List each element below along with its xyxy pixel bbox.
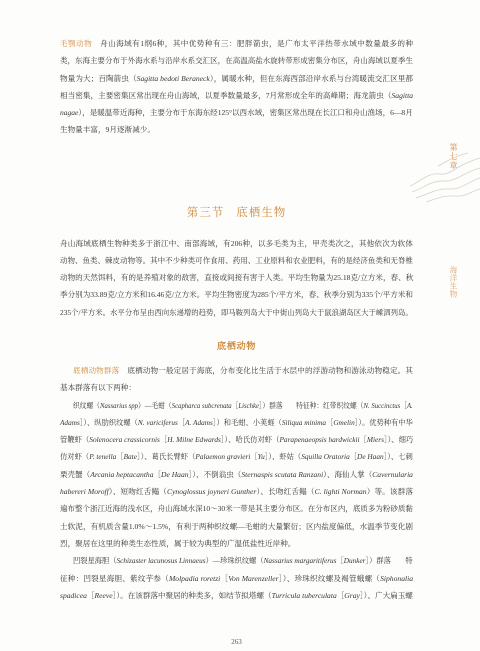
- chapter-number: 第七章: [449, 143, 458, 170]
- scientific-name: Siliqua minima: [281, 417, 327, 427]
- text-line: 栗壳蟹（Arcania heptacantha［De Haan］）、不倒翁虫（Sternaspis scutata Ranzani）、海仙人掌（Cavernularia: [60, 469, 413, 479]
- scientific-name: Cavernularia: [372, 469, 413, 479]
- scientific-name: Gmelin: [333, 417, 355, 427]
- text-line: 235个/平方米。水平分布呈由西向东递增的趋势，即马鞍列岛大于中街山列岛大于鼠浪湖岛区大于嵊泗列岛。: [60, 307, 413, 317]
- scientific-name: habereri Moroff: [60, 487, 109, 497]
- scientific-name: Sagitta: [391, 90, 413, 100]
- scientific-name: Palaemon gravieri: [195, 452, 251, 462]
- scientific-name: Turricula tuberculata: [271, 590, 337, 600]
- scientific-name: Scapharca subcrenata: [171, 400, 232, 410]
- scientific-name: Parapenaeopsis hardwickii: [279, 435, 360, 445]
- scientific-name: N. Succinctus: [363, 400, 401, 410]
- scientific-name: Lischke: [238, 400, 260, 410]
- wave-mountain-icon: [410, 146, 480, 202]
- scientific-name: Squilla Oratoria: [301, 452, 350, 462]
- scientific-name: P. tenella: [89, 452, 117, 462]
- text-line: 物量为大；百陶箭虫（Sagitta bedoti Beraneck），属暖水种，但在东海西部沿岸水系与台湾暖流交汇区里都: [60, 73, 414, 83]
- text-line: 动物、鱼类、棘皮动物等。其中不少种类可作食用、药用、工业原料和农业肥料，有的是经济鱼类和无脊椎: [60, 255, 413, 265]
- page-number: 263: [231, 638, 242, 646]
- topic-label: 毛颚动物: [60, 39, 93, 48]
- scientific-name: Sagitta bedoti Beraneck: [136, 73, 210, 83]
- text-line: 烈，聚居在这里的种类生态性质，属于较为典型的广温低盐性近岸种。: [60, 538, 296, 548]
- section-intro-paragraph: [60, 235, 413, 321]
- scientific-name: Von Marenzeller: [228, 573, 279, 583]
- scientific-name: N. variciferus: [137, 417, 178, 427]
- chaetognatha-paragraph: [60, 35, 413, 139]
- ridge-line: [412, 168, 480, 192]
- text-line: 织纹螺（Nassarius spp）—毛蚶（Scapharca subcrenata［Lischke］）群落 特征种：红带织纹螺（N. Succinctus［A.: [73, 400, 413, 410]
- scientific-name: C. lighti Norman: [314, 487, 367, 497]
- text-line: 征种：凹裂星海胆、紫纹芋参（Molpadia roretzi［Von Marenzeller］）、珍珠织纹螺及褐管蛾螺（Siphonalia: [60, 573, 414, 583]
- benthic-community-paragraph: [60, 362, 413, 604]
- subsection-heading: 底栖动物: [216, 341, 257, 351]
- scientific-name: Bate: [123, 452, 137, 462]
- scientific-name: Nassarius margaritiferus: [263, 556, 337, 566]
- text-line: 舟山海域底栖生物种类多于浙江中、南部海域，有206种，以多毛类为主，甲壳类次之，其他依次为软体: [60, 238, 413, 248]
- text-line: 相当密集，主要密集区常出现在舟山海域，以夏季数量最多，7月常形成全年的高峰期；海龙箭虫（Sagitta: [60, 90, 413, 100]
- scientific-name: Siphonalia: [380, 573, 414, 583]
- scientific-name: Gray: [344, 590, 360, 600]
- scientific-name: Reeve: [94, 590, 113, 600]
- scientific-name: Solenocera crassicornis: [89, 435, 160, 445]
- line-text: 底栖动物一般定居于海底，分布变化比生活于水层中的浮游动物和游泳动物稳定。其: [127, 366, 413, 375]
- scientific-name: Cynoglossus joyneri Gunther: [167, 487, 257, 497]
- text-line: habereri Moroff）、短吻红舌鳎（Cynoglossus joyneri Gunther）、长吻红舌鳎（C. lighti Norman）等。该群落: [60, 487, 413, 497]
- text-line: 季分别为33.89克/立方米和16.46克/立方米。平均生物密度为285个/平方米，春、秋季分别为335个/平方米和: [60, 290, 413, 300]
- scientific-name: H. Milne Edwards: [167, 435, 221, 445]
- scientific-name: De Haan: [357, 452, 384, 462]
- text-line: 遍布整个浙江近海的浅水区，舟山海域水深10～30米一带是其主要分布区。在分布区内，底质多为粉砂质黏: [60, 504, 413, 514]
- scientific-name: A. Adams: [185, 417, 213, 427]
- text-line: 凹裂星海胆（Schizaster lacunosus Linnaeus）—珍珠织纹螺（Nassarius margaritiferus［Dunker］）群落 特: [73, 556, 413, 566]
- scientific-name: Yu: [257, 452, 265, 462]
- text-line: spadicea［Reeve］）。在该群落中聚居的种类多，如结节拟塔螺（Turricula tuberculata［Gray］）、广大扁玉螺: [60, 590, 413, 600]
- text-line: 管鞭虾（Solenocera crassicornis［H. Milne Edwards］）、哈氏仿对虾（Parapenaeopsis hardwickii［Miers］）、细巧: [60, 435, 414, 445]
- text-line: 仿对虾（P. tenella［Bate］）、葛氏长臂虾（Palaemon gravieri［Yu］）、虾姑（Squilla Oratoria［De Haan］）、七刺: [60, 452, 413, 462]
- text-line: Adams］）、纵肋织纹螺（N. variciferus［A. Adams］）和毛蚶、小荚蛏（Siliqua minima［Gmelin］）。优势种有中华: [60, 417, 413, 427]
- text-line: 生物量丰富，9月逐渐减少。: [60, 125, 155, 135]
- text-line: nagae），是暖温带近海种，主要分布于东海东经125°以西水域，密集区常出现在长江口和舟山渔场，6—8月: [60, 108, 413, 118]
- section-number: 第三节: [186, 207, 225, 219]
- topic-label: 底栖动物群落: [73, 366, 120, 375]
- text-line: 土软泥，有机质含量1.0%～1.5%，有利于两种织纹螺—毛蚶的大量繁衍；区内盐度偏低，水温季节变化剧: [60, 521, 413, 531]
- chapter-title: 海洋生物: [449, 266, 458, 298]
- scientific-name: Dunker: [343, 556, 366, 566]
- text-line: 类，东海主要分布于外海水系与沿岸水系交汇区，在高温高盐水旋转带形成密集分布区，舟山海域以夏季生: [60, 56, 413, 66]
- scientific-name: De Haan: [161, 469, 189, 479]
- scientific-name: Miers: [366, 435, 384, 445]
- scientific-name: Molpadia roretzi: [168, 573, 221, 583]
- scientific-name: nagae: [60, 108, 79, 118]
- scientific-name: spadicea: [60, 590, 87, 600]
- text-line: [60, 35, 413, 52]
- scientific-name: Nassarius spp: [99, 400, 138, 410]
- section-title: [60, 205, 413, 221]
- text-line: 基本群落有以下两种：: [60, 383, 136, 393]
- text-line: 动物的天然饵料，有的是养殖对象的敌害，直接或间接有害于人类。平均生物量为25.18克/立方米，春、秋: [60, 273, 414, 283]
- scientific-name: A.: [406, 400, 413, 410]
- text-line: [73, 362, 413, 379]
- scientific-name: Arcania heptacantha: [90, 469, 154, 479]
- line-text: 舟山海域有1纲6种，其中优势种有三：肥胖箭虫，是广布太平洋热带水域中数量最多的种: [100, 39, 413, 48]
- scientific-name: Adams: [60, 417, 80, 427]
- scientific-name: Sternaspis scutata Ranzani: [241, 469, 324, 479]
- scientific-name: Schizaster lacunosus Linnaeus: [116, 556, 206, 566]
- section-name: 底栖生物: [236, 207, 287, 219]
